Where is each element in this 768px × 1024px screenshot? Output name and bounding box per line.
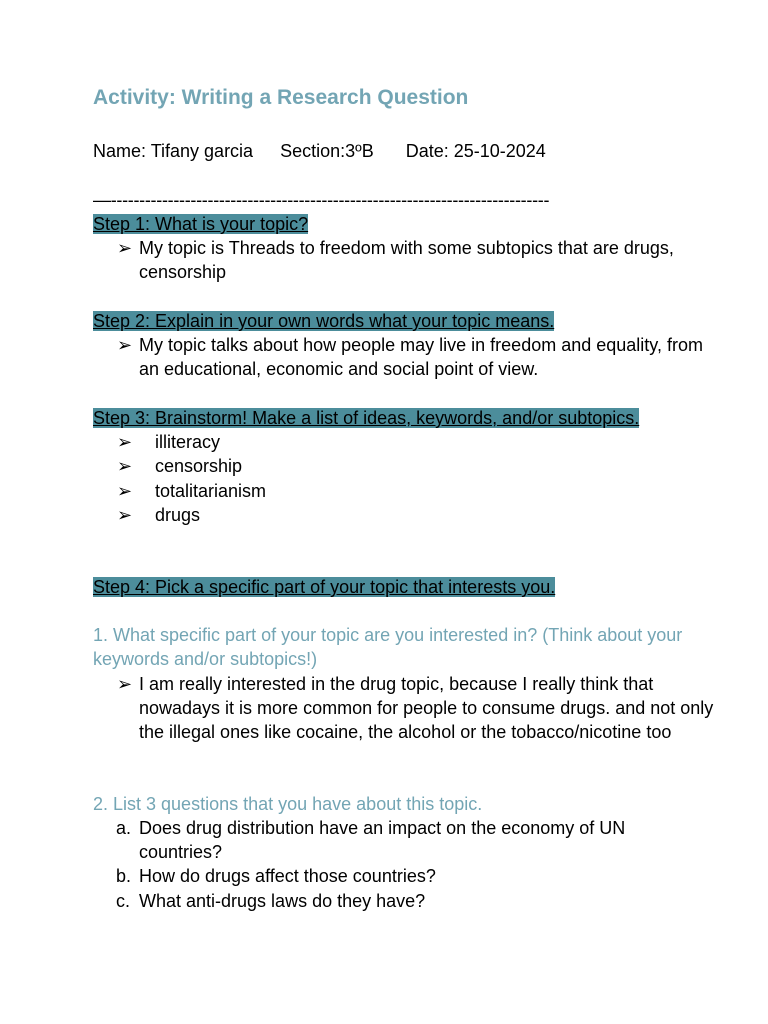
step-2-section bbox=[93, 309, 718, 382]
step-2-answer-text: My topic talks about how people may live in freedom and equality, from an educational, economic and social point of view. bbox=[139, 335, 703, 380]
page-title: Activity: Writing a Research Question bbox=[93, 86, 469, 109]
question-1-answer bbox=[93, 672, 718, 745]
list-item: c. What anti-drugs laws do they have? bbox=[116, 890, 426, 911]
arrowhead-bullet-icon: ➢ bbox=[117, 674, 133, 694]
question-2: 2. List 3 questions that you have about this topic. bbox=[93, 794, 483, 814]
student-info-line bbox=[93, 141, 546, 162]
list-item: ➢ censorship bbox=[93, 454, 733, 478]
arrowhead-bullet-icon: ➢ bbox=[117, 456, 133, 477]
list-item: ➢ drugs bbox=[93, 503, 733, 527]
step-2-heading: Step 2: Explain in your own words what your topic means. bbox=[93, 311, 555, 331]
list-item: a. Does drug distribution have an impact on the economy of UN countries? bbox=[116, 818, 626, 863]
arrowhead-bullet-icon: ➢ bbox=[117, 480, 133, 501]
question-1-answer-text: I am really interested in the drug topic, because I really think that nowadays it is more common for people to consume drugs. and not only the illegal ones like cocaine, the alcohol or the tobacco/nicotine too bbox=[139, 674, 714, 743]
student-name: Name: Tifany garcia bbox=[93, 141, 254, 161]
step-4-heading: Step 4: Pick a specific part of your topic that interests you. bbox=[93, 577, 556, 597]
question-list bbox=[93, 816, 693, 913]
step-3-heading: Step 3: Brainstorm! Make a list of ideas, keywords, and/or subtopics. bbox=[93, 408, 640, 428]
student-section: Section:3ºB bbox=[280, 141, 374, 161]
list-item: b. How do drugs affect those countries? bbox=[116, 866, 436, 887]
assignment-date: Date: 25-10-2024 bbox=[405, 141, 546, 161]
step-4-section bbox=[93, 575, 733, 599]
section-divider: —----------------------------------------------------------------------------- bbox=[93, 190, 550, 210]
arrowhead-bullet-icon: ➢ bbox=[117, 335, 133, 356]
step-1-answer-text: My topic is Threads to freedom with some subtopics that are drugs, censorship bbox=[139, 238, 674, 283]
list-item: ➢ totalitarianism bbox=[93, 479, 733, 503]
arrowhead-bullet-icon: ➢ bbox=[117, 432, 133, 453]
step-1-heading: Step 1: What is your topic? bbox=[93, 214, 309, 234]
step-3-section bbox=[93, 406, 733, 527]
arrowhead-bullet-icon: ➢ bbox=[117, 504, 133, 525]
list-item: ➢ illiteracy bbox=[93, 430, 733, 454]
step-1-answer bbox=[93, 236, 733, 284]
step-1-section bbox=[93, 212, 733, 285]
question-1: 1. What specific part of your topic are you interested in? (Think about your keywords and/or subtopics!) bbox=[93, 625, 683, 670]
arrowhead-bullet-icon: ➢ bbox=[117, 238, 133, 259]
step-2-answer bbox=[93, 333, 718, 381]
